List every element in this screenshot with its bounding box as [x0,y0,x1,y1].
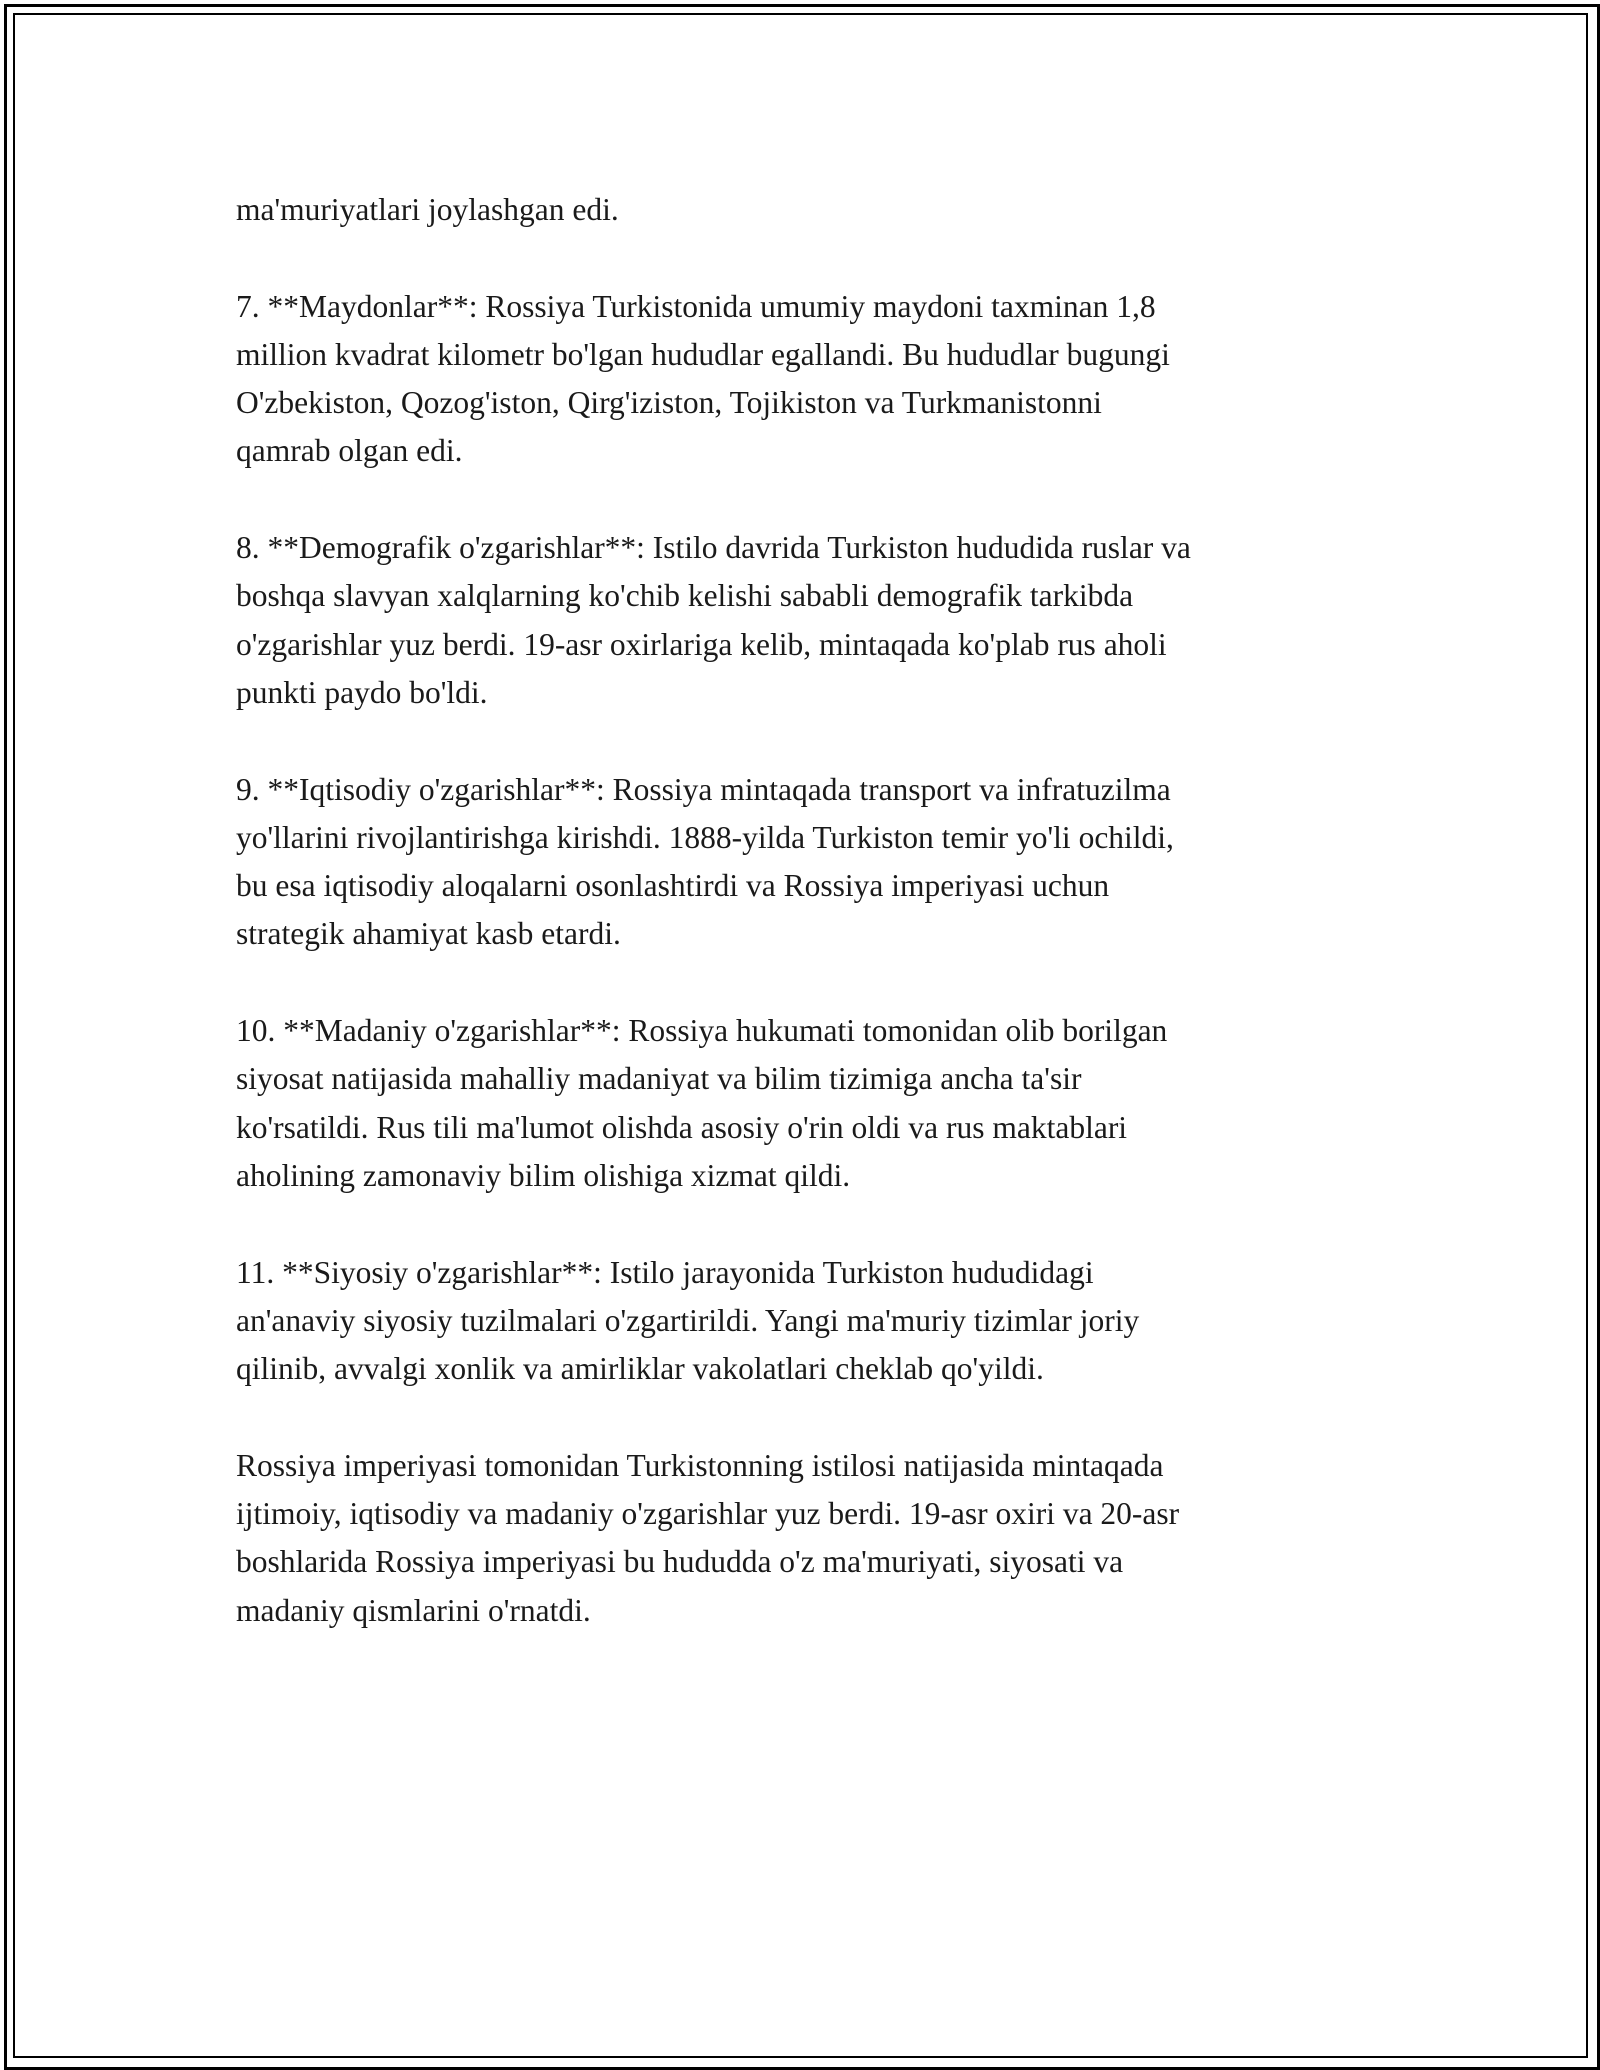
paragraph-conclusion: Rossiya imperiyasi tomonidan Turkistonning istilosi natijasida mintaqada ijtimoiy, iqtisodiy va madaniy o'zgarishlar yuz berdi. 19-asr oxiri va 20-asr boshlarida Rossiya imperiyasi bu hududda o'z ma'muriyati, siyosati va madaniy qismlarini o'rnatdi. [236,1447,1180,1628]
paragraph-madaniy: 10. **Madaniy o'zgarishlar**: Rossiya hukumati tomonidan olib borilgan siyosat natijasida mahalliy madaniyat va bilim tizimiga ancha ta'sir ko'rsatildi. Rus tili ma'lumot olishda asosiy o'rin oldi va rus maktablari aholining zamonaviy bilim olishiga xizmat qildi. [236,1013,1168,1193]
paragraph-demografik: 8. **Demografik o'zgarishlar**: Istilo davrida Turkiston hududida ruslar va boshqa slavyan xalqlarning ko'chib kelishi sababli demografik tarkibda o'zgarishlar yuz berdi. 19-asr oxirlariga kelib, mintaqada ko'plab rus aholi punkti paydo bo'ldi. [236,530,1191,710]
paragraph-iqtisodiy: 9. **Iqtisodiy o'zgarishlar**: Rossiya mintaqada transport va infratuzilma yo'llarini rivojlantirishga kirishdi. 1888-yilda Turkiston temir yo'li ochildi, bu esa iqtisodiy aloqalarni osonlashtirdi va Rossiya imperiyasi uchun strategik ahamiyat kasb etardi. [236,771,1174,952]
paragraph-siyosiy: 11. **Siyosiy o'zgarishlar**: Istilo jarayonida Turkiston hududidagi an'anaviy siyosiy tuzilmalari o'zgartirildi. Yangi ma'muriy tizimlar joriy qilinib, avvalgi xonlik va amirliklar vakolatlari cheklab qo'yildi. [236,1254,1140,1387]
paragraph-continuation: ma'muriyatlari joylashgan edi. [236,192,619,227]
document-body [236,186,1376,1683]
paragraph-maydonlar: 7. **Maydonlar**: Rossiya Turkistonida umumiy maydoni taxminan 1,8 million kvadrat kilometr bo'lgan hududlar egallandi. Bu hududlar bugungi O'zbekiston, Qozog'iston, Qirg'iziston, Tojikiston va Turkmanistonni qamrab olgan edi. [236,288,1170,469]
